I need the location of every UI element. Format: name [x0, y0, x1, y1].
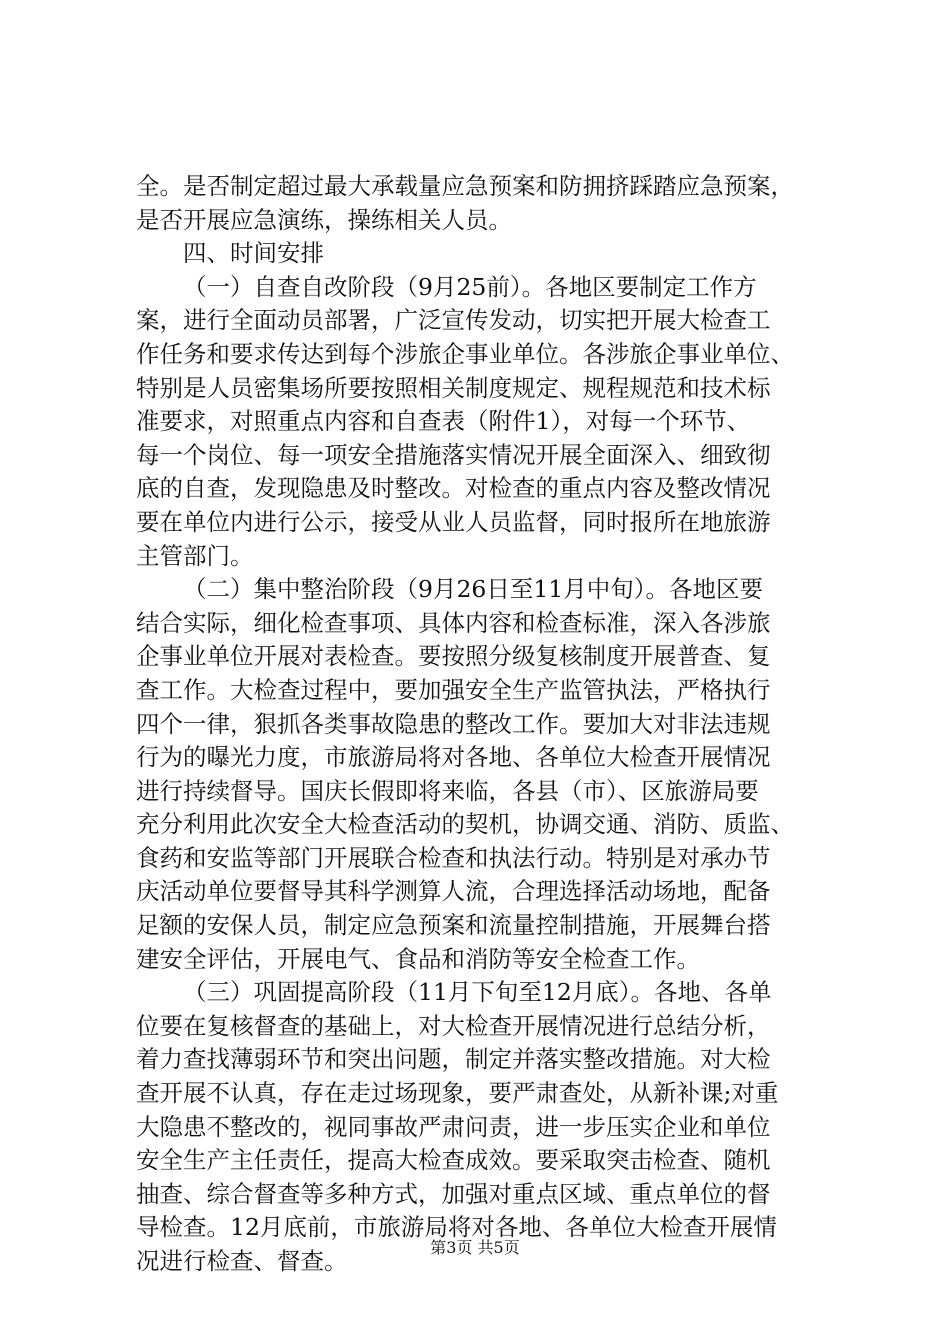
text-line: 安全生产主任责任，提高大检查成效。要采取突击检查、随机	[136, 1146, 771, 1175]
text-line: 四、时间安排	[183, 239, 324, 268]
text-line: 主管部门。	[136, 541, 254, 570]
text-line: 庆活动单位要督导其科学测算人流，合理选择活动场地，配备	[136, 877, 771, 906]
text-line: 查开展不认真，存在走过场现象，要严肃查处，从新补课;对重	[136, 1079, 779, 1108]
text-line: 导检查。12月底前，市旅游局将对各地、各单位大检查开展情	[136, 1213, 777, 1242]
text-line: 查工作。大检查过程中，要加强安全生产监管执法，严格执行	[136, 675, 771, 704]
text-line: 每一个岗位、每一项安全措施落实情况开展全面深入、细致彻	[136, 440, 771, 469]
text-line: 全。是否制定超过最大承载量应急预案和防拥挤踩踏应急预案，	[136, 172, 794, 200]
text-line: 是否开展应急演练，操练相关人员。	[136, 205, 512, 234]
paragraph-stage-three	[136, 976, 820, 1278]
text-line: 底的自查，发现隐患及时整改。对检查的重点内容及整改情况	[136, 474, 771, 503]
text-line: 行为的曝光力度，市旅游局将对各地、各单位大检查开展情况	[136, 743, 771, 772]
text-line: 食药和安监等部门开展联合检查和执法行动。特别是对承办节	[136, 843, 771, 872]
text-line: 结合实际，细化检查事项、具体内容和检查标准，深入各涉旅	[136, 608, 771, 637]
paragraph-stage-two	[136, 573, 820, 976]
text-line: 特别是人员密集场所要按照相关制度规定、规程规范和技术标	[136, 373, 771, 402]
text-line: 四个一律，狠抓各类事故隐患的整改工作。要加大对非法违规	[136, 709, 771, 738]
text-line: 案，进行全面动员部署，广泛宣传发动，切实把开展大检查工	[136, 306, 771, 335]
text-line: 企事业单位开展对表检查。要按照分级复核制度开展普查、复	[136, 642, 771, 671]
text-line: 进行持续督导。国庆长假即将来临，各县（市）、区旅游局要	[136, 776, 759, 805]
text-line: 作任务和要求传达到每个涉旅企事业单位。各涉旅企事业单位、	[136, 339, 794, 368]
paragraph-stage-one	[136, 271, 820, 573]
text-line: 建安全评估，开展电气、食品和消防等安全检查工作。	[136, 944, 700, 973]
text-line: 准要求，对照重点内容和自查表（附件1），对每一个环节、	[136, 407, 751, 436]
text-line: （三）巩固提高阶段（11月下旬至12月底）。各地、各单	[183, 978, 772, 1007]
text-line: 要在单位内进行公示，接受从业人员监督，同时报所在地旅游	[136, 507, 771, 536]
text-line: 充分利用此次安全大检查活动的契机，协调交通、消防、质监、	[136, 810, 794, 839]
text-line: 大隐患不整改的，视同事故严肃问责，进一步压实企业和单位	[136, 1112, 771, 1141]
text-line: 况进行检查、督查。	[136, 1247, 348, 1275]
text-line: 着力查找薄弱环节和突出问题，制定并落实整改措施。对大检	[136, 1045, 771, 1074]
page-footer: 第3页 共5页	[430, 1238, 520, 1257]
text-line: （一）自查自改阶段（9月25前）。各地区要制定工作方	[183, 272, 757, 301]
section-heading-schedule	[136, 237, 820, 271]
paragraph-safety-plan-end	[136, 170, 820, 237]
body-text	[136, 170, 820, 1279]
text-line: 抽查、综合督查等多种方式，加强对重点区域、重点单位的督	[136, 1179, 771, 1208]
text-line: 位要在复核督查的基础上，对大检查开展情况进行总结分析，	[136, 1011, 771, 1040]
text-line: 足额的安保人员，制定应急预案和流量控制措施，开展舞台搭	[136, 911, 771, 940]
text-line: （二）集中整治阶段（9月26日至11月中旬）。各地区要	[183, 575, 764, 604]
